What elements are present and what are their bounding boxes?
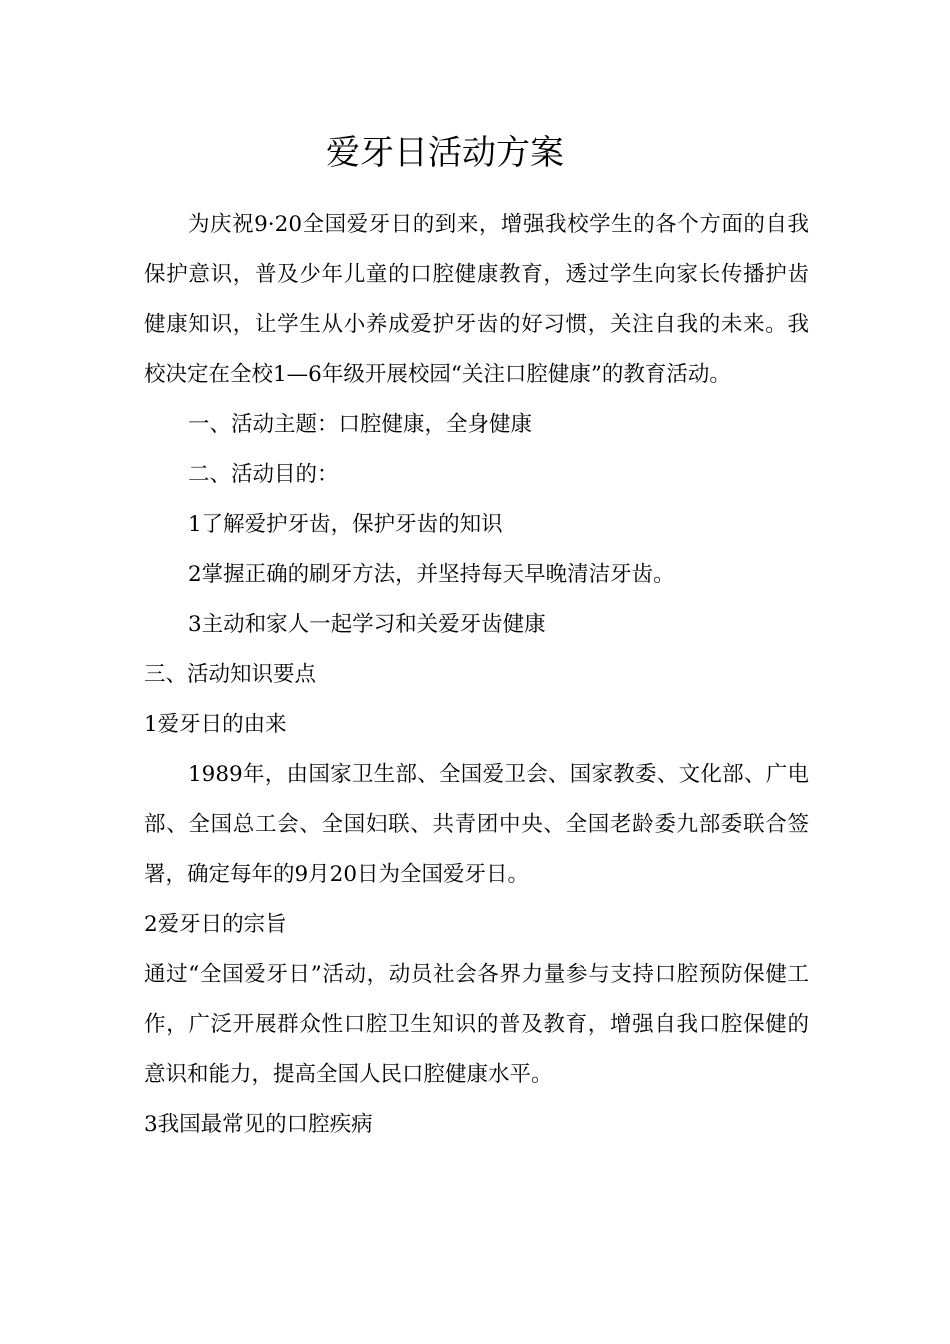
purpose-subheading: 2爱牙日的宗旨 [144, 912, 287, 937]
document-title: 爱牙日活动方案 [326, 133, 564, 173]
origin-paragraph: 1989年，由国家卫生部、全国爱卫会、国家教委、文化部、广电部、全国总工会、全国妇联、共青团中央、全国老龄委九部委联合签署，确定每年的9月20日为全国爱牙日。 [144, 762, 809, 887]
document-body [144, 200, 809, 1150]
purpose-item-2: 2掌握正确的刷牙方法，并坚持每天早晚清洁牙齿。 [188, 562, 675, 587]
purpose-item-1: 1了解爱护牙齿，保护牙齿的知识 [188, 512, 503, 537]
purpose-paragraph: 通过“全国爱牙日”活动，动员社会各界力量参与支持口腔预防保健工作，广泛开展群众性口腔卫生知识的普及教育，增强自我口腔保健的意识和能力，提高全国人民口腔健康水平。 [144, 962, 809, 1087]
intro-paragraph: 为庆祝9·20全国爱牙日的到来，增强我校学生的各个方面的自我保护意识，普及少年儿童的口腔健康教育，透过学生向家长传播护齿健康知识，让学生从小养成爱护牙齿的好习惯，关注自我的未来。我校决定在全校1—6年级开展校园“关注口腔健康”的教育活动。 [144, 212, 809, 387]
activity-purpose-heading: 二、活动目的： [188, 462, 339, 487]
activity-theme-heading: 一、活动主题：口腔健康，全身健康 [188, 412, 533, 437]
origin-subheading: 1爱牙日的由来 [144, 712, 287, 737]
knowledge-points-heading: 三、活动知识要点 [144, 662, 317, 687]
common-diseases-subheading: 3我国最常见的口腔疾病 [144, 1112, 373, 1137]
purpose-item-3: 3主动和家人一起学习和关爱牙齿健康 [188, 612, 546, 637]
